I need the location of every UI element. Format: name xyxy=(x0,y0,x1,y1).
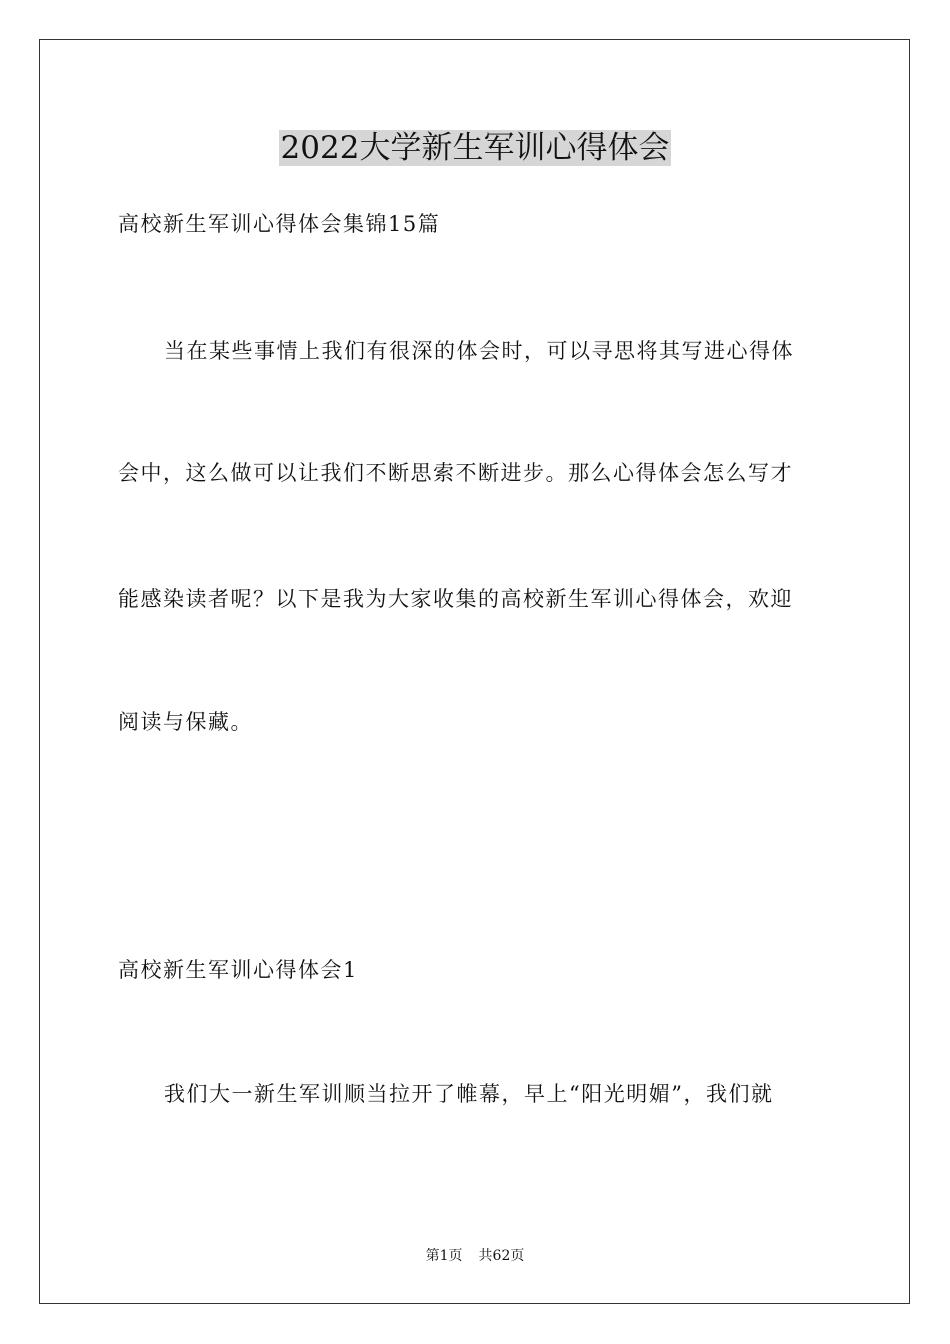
intro-line-2: 会中，这么做可以让我们不断思索不断进步。那么心得体会怎么写才 xyxy=(118,461,793,485)
document-subtitle: 高校新生军训心得体会集锦15篇 xyxy=(118,212,441,236)
document-title-text: 2022大学新生军训心得体会 xyxy=(280,130,670,166)
section-heading: 高校新生军训心得体会1 xyxy=(118,958,358,982)
page-number-current: 第1页 xyxy=(425,1248,463,1264)
page-footer xyxy=(0,1246,950,1266)
intro-line-3: 能感染读者呢？以下是我为大家收集的高校新生军训心得体会，欢迎 xyxy=(118,587,793,611)
intro-line-1: 当在某些事情上我们有很深的体会时，可以寻思将其写进心得体 xyxy=(164,339,794,363)
section-line-1: 我们大一新生军训顺当拉开了帷幕，早上“阳光明媚”，我们就 xyxy=(164,1082,774,1106)
intro-line-4: 阅读与保藏。 xyxy=(118,710,253,734)
page-number-total: 共62页 xyxy=(478,1248,525,1264)
document-title xyxy=(0,126,950,170)
